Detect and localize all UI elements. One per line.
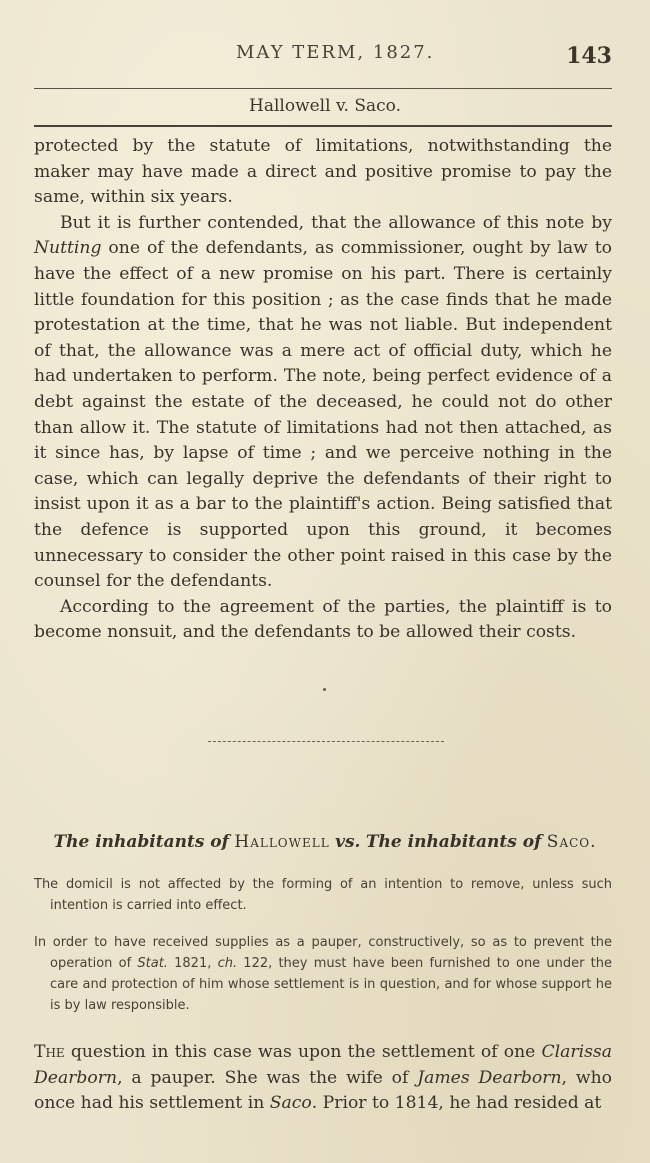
- opening-b: , a pauper. She was the wife of: [117, 1067, 418, 1088]
- running-head: [0, 42, 650, 72]
- title-inhabitants-2: The inhabitants of: [365, 832, 542, 852]
- title-hallowell: Hallowell: [234, 832, 330, 852]
- headnote-2-b: 1821,: [167, 956, 218, 971]
- opening-place: Saco: [269, 1093, 312, 1114]
- case-heading-text: Hallowell v. Saco.: [249, 96, 401, 116]
- opening-lead: The: [34, 1042, 65, 1062]
- running-head-title: MAY TERM, 1827.: [236, 42, 435, 63]
- headnote-2-a: In order to have received supplies as a pauper, constructively, so as to prevent the operation of: [34, 935, 612, 971]
- opening-name-2: James Dearborn: [417, 1067, 562, 1088]
- headnote-1: [34, 874, 612, 916]
- p2-start: But it is further contended, that the allowance of this note by: [60, 212, 612, 233]
- headnote-2: [34, 932, 612, 1016]
- headnote-2-stat: Stat.: [137, 956, 168, 971]
- headnote-1-text: The domicil is not affected by the forming of an intention to remove, unless such intention is carried into effect.: [34, 877, 612, 913]
- section-divider: [208, 741, 444, 742]
- opening-d: . Prior to 1814, he had resided at: [311, 1093, 602, 1114]
- opening-name-1: Clarissa Dearborn: [34, 1042, 612, 1088]
- case-heading: [0, 96, 650, 116]
- title-saco: Saco.: [546, 832, 597, 852]
- opinion-paragraph-2: [34, 211, 612, 595]
- opening-a: question in this case was upon the settlement of one: [64, 1042, 542, 1062]
- opening-c: , who once had his settlement in: [34, 1067, 612, 1114]
- headnote-2-ch: ch.: [217, 956, 238, 971]
- next-case-title: [0, 832, 650, 852]
- opinion-paragraph-1: protected by the statute of limitations, notwithstanding the maker may have made a direct and positive promise to pay the same, within six years.: [34, 136, 612, 208]
- title-inhabitants-1: The inhabitants of: [53, 832, 229, 852]
- p2-name: Nutting: [34, 238, 102, 259]
- header-rule: [34, 88, 612, 89]
- headnote-2-c: 122, they must have been furnished to one under the care and protection of him whose settlement is in question, and for whose support he is by law responsible.: [50, 956, 613, 1013]
- ink-speck: [323, 688, 326, 691]
- case-heading-rule: [34, 125, 612, 127]
- opinion-paragraph-3: According to the agreement of the parties, the plaintiff is to become nonsuit, and the defendants to be allowed their costs.: [34, 596, 612, 643]
- page-number: 143: [566, 43, 612, 69]
- opinion-text: [34, 134, 612, 646]
- headnote-2-text: [34, 932, 612, 1016]
- case-opening-paragraph: [34, 1040, 612, 1117]
- p2-rest: one of the defendants, as commissioner, ought by law to have the effect of a new promise on his part. There is certainly little foundation for this position ; as the case finds that he made protestation at the time, that he was not liable. But independent of that, the allowance was a mere act of official duty, which he had undertaken to perform. The note, being perfect evidence of a debt against the estate of the deceased, he could not do other than allow it. The statute of limitations had not then attached, as it since has, by lapse of time ; and we perceive nothing in the case, which can legally deprive the defendants of their right to insist upon it as a bar to the plaintiff's action. Being satisfied that the defence is supported upon this ground, it becomes unnecessary to consider the other point raised in this case by the counsel for the defendants.: [34, 238, 612, 592]
- title-vs: vs.: [335, 832, 361, 852]
